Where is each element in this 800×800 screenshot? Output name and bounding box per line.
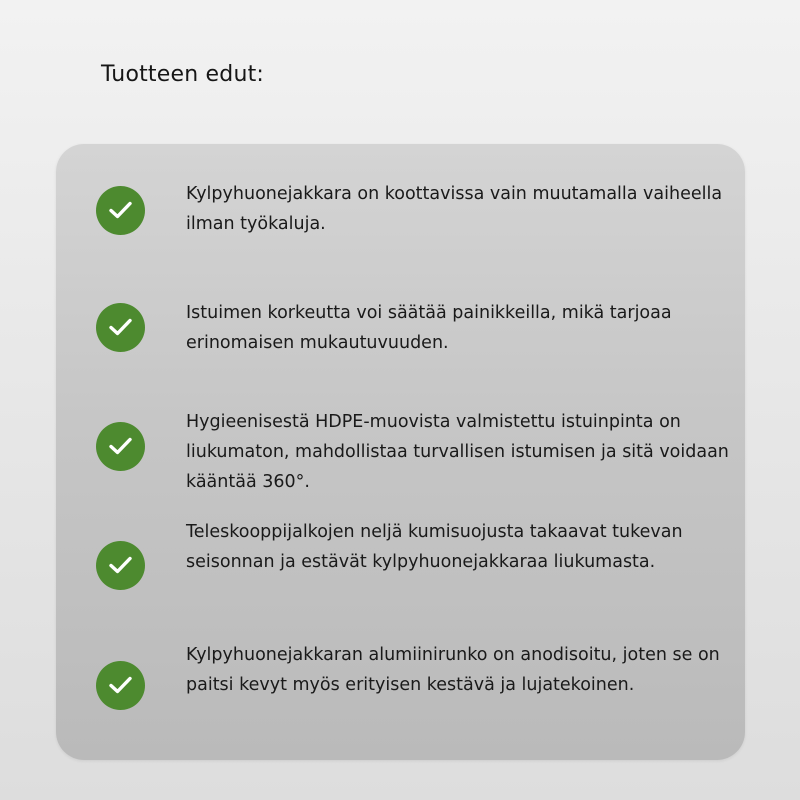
check-circle-icon — [96, 303, 145, 352]
benefit-text: Kylpyhuonejakkara on koottavissa vain muutamalla vaiheella ilman työkaluja. — [186, 184, 723, 234]
check-circle-icon — [96, 186, 145, 235]
benefit-text: Hygieenisestä HDPE-muovista valmistettu istuinpinta on liukumaton, mahdollistaa turvallisen istumisen ja sitä voidaan kääntää 360°. — [186, 412, 729, 492]
check-circle-icon — [96, 541, 145, 590]
check-circle-icon — [96, 661, 145, 710]
check-circle-icon — [96, 422, 145, 471]
benefits-panel — [56, 144, 745, 760]
benefit-text: Teleskooppijalkojen neljä kumisuojusta takaavat tukevan seisonnan ja estävät kylpyhuonejakkaraa liukumasta. — [186, 522, 683, 572]
benefit-text: Istuimen korkeutta voi säätää painikkeilla, mikä tarjoaa erinomaisen mukautuvuuden. — [186, 303, 672, 353]
page-title: Tuotteen edut: — [101, 62, 265, 87]
benefit-text: Kylpyhuonejakkaran alumiinirunko on anodisoitu, joten se on paitsi kevyt myös erityisen kestävä ja lujatekoinen. — [186, 645, 720, 695]
